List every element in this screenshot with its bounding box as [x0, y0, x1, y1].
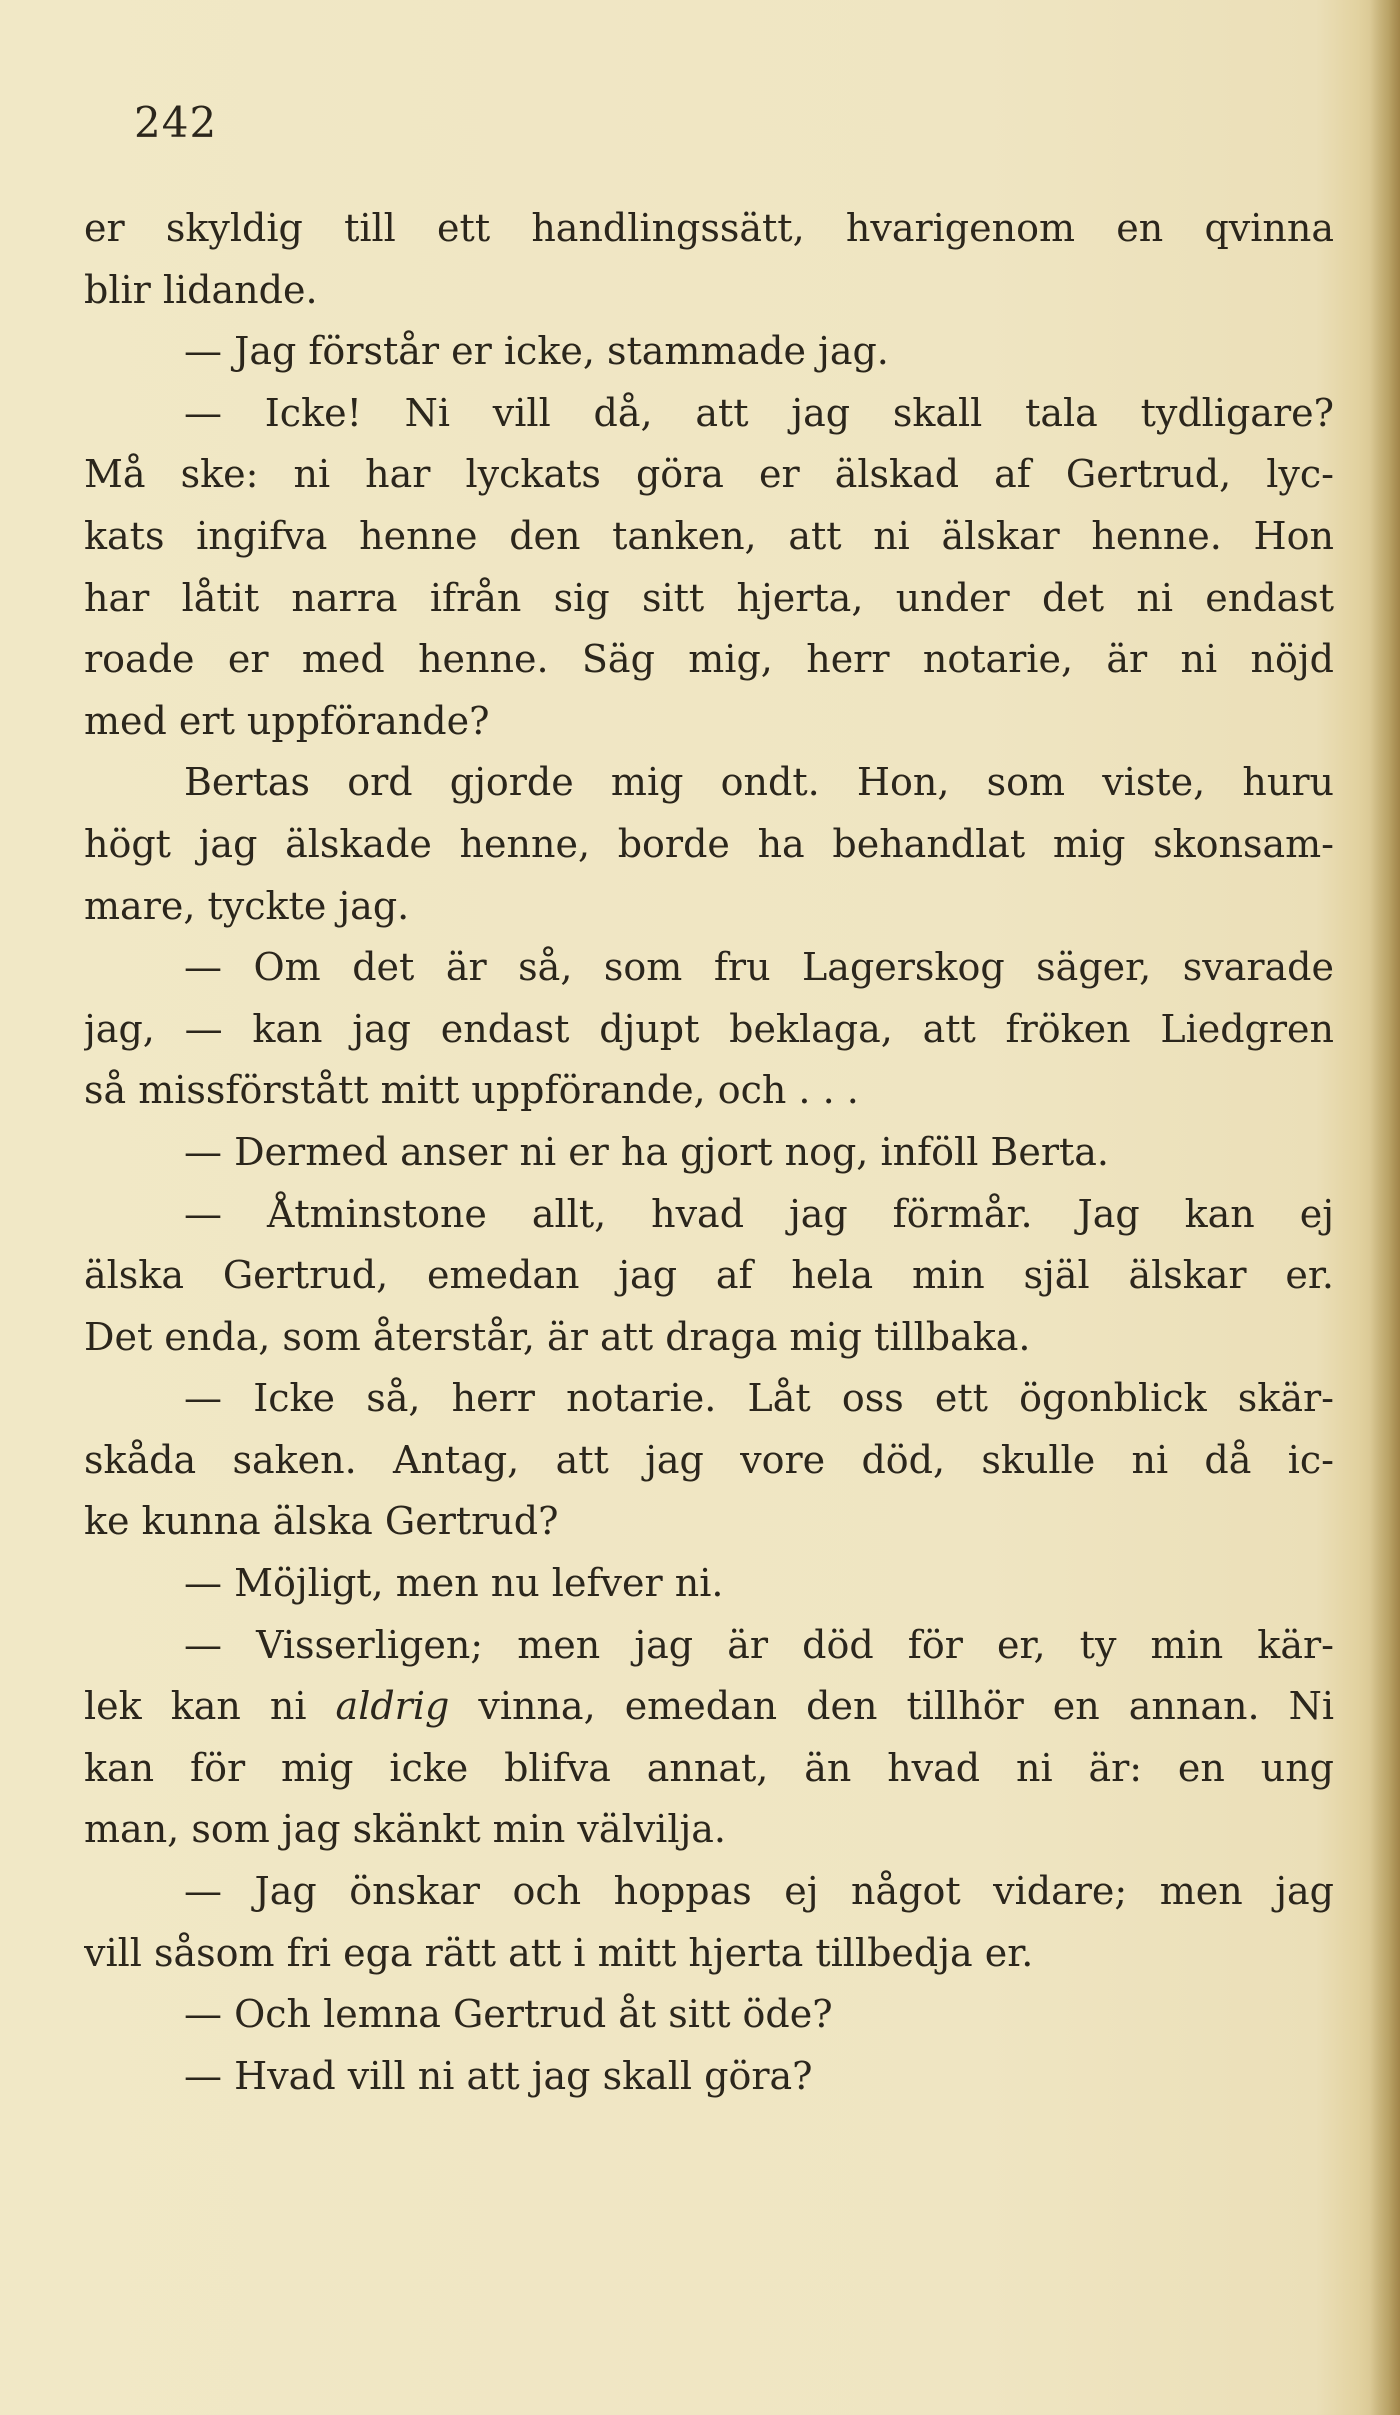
text-line: med ert uppförande? [84, 698, 490, 743]
text-line: lek kan ni aldrig vinna, emedan den tillhör en annan. Ni [84, 1684, 1334, 1729]
text-line: vill såsom fri ega rätt att i mitt hjerta tillbedja er. [84, 1930, 1034, 1975]
text-line: har låtit narra ifrån sig sitt hjerta, under det ni endast [84, 575, 1334, 620]
text-line: — Om det är så, som fru Lagerskog säger, svarade [184, 945, 1334, 990]
text-line: — Icke så, herr notarie. Låt oss ett ögonblick skär- [184, 1376, 1334, 1421]
text-line: så missförstått mitt uppförande, och . . . [84, 1068, 859, 1113]
text-line: jag, — kan jag endast djupt beklaga, att fröken Liedgren [84, 1006, 1334, 1051]
text-line: mare, tyckte jag. [84, 883, 410, 928]
page-number: 242 [134, 98, 218, 147]
text-line: Må ske: ni har lyckats göra er älskad af Gertrud, lyc- [84, 452, 1334, 497]
text-line: er skyldig till ett handlingssätt, hvarigenom en qvinna [84, 206, 1334, 250]
text-line: Bertas ord gjorde mig ondt. Hon, som viste, huru [184, 760, 1334, 805]
text-line: man, som jag skänkt min välvilja. [84, 1807, 726, 1852]
text-line: ke kunna älska Gertrud? [84, 1499, 559, 1544]
text-line: — Dermed anser ni er ha gjort nog, inföll Berta. [184, 1129, 1110, 1174]
text-line: kats ingifva henne den tanken, att ni älskar henne. Hon [84, 513, 1334, 558]
text-line: — Och lemna Gertrud åt sitt öde? [184, 1992, 833, 2037]
text-line: skåda saken. Antag, att jag vore död, skulle ni då ic- [84, 1437, 1334, 1482]
text-line: — Hvad vill ni att jag skall göra? [184, 2053, 813, 2098]
text-line: — Jag förstår er icke, stammade jag. [184, 329, 889, 374]
text-line: — Åtminstone allt, hvad jag förmår. Jag kan ej [184, 1191, 1334, 1236]
text-line: — Möjligt, men nu lefver ni. [184, 1561, 724, 1606]
page-edge-shadow [1370, 0, 1400, 2415]
text-line: — Icke! Ni vill då, att jag skall tala tydligare? [184, 390, 1334, 435]
text-line: kan för mig icke blifva annat, än hvad ni är: en ung [84, 1745, 1334, 1790]
text-line: roade er med henne. Säg mig, herr notarie, är ni nöjd [84, 637, 1334, 682]
italic-word: aldrig [335, 1684, 450, 1729]
text-line: älska Gertrud, emedan jag af hela min själ älskar er. [84, 1253, 1334, 1298]
text-line: — Jag önskar och hoppas ej något vidare; men jag [184, 1869, 1334, 1914]
text-line: Det enda, som återstår, är att draga mig tillbaka. [84, 1314, 1031, 1359]
text-line: blir lidande. [84, 267, 318, 312]
text-line: högt jag älskade henne, borde ha behandlat mig skonsam- [84, 821, 1334, 866]
body-text [84, 198, 1334, 2107]
text-line: — Visserligen; men jag är död för er, ty min kär- [184, 1622, 1334, 1667]
